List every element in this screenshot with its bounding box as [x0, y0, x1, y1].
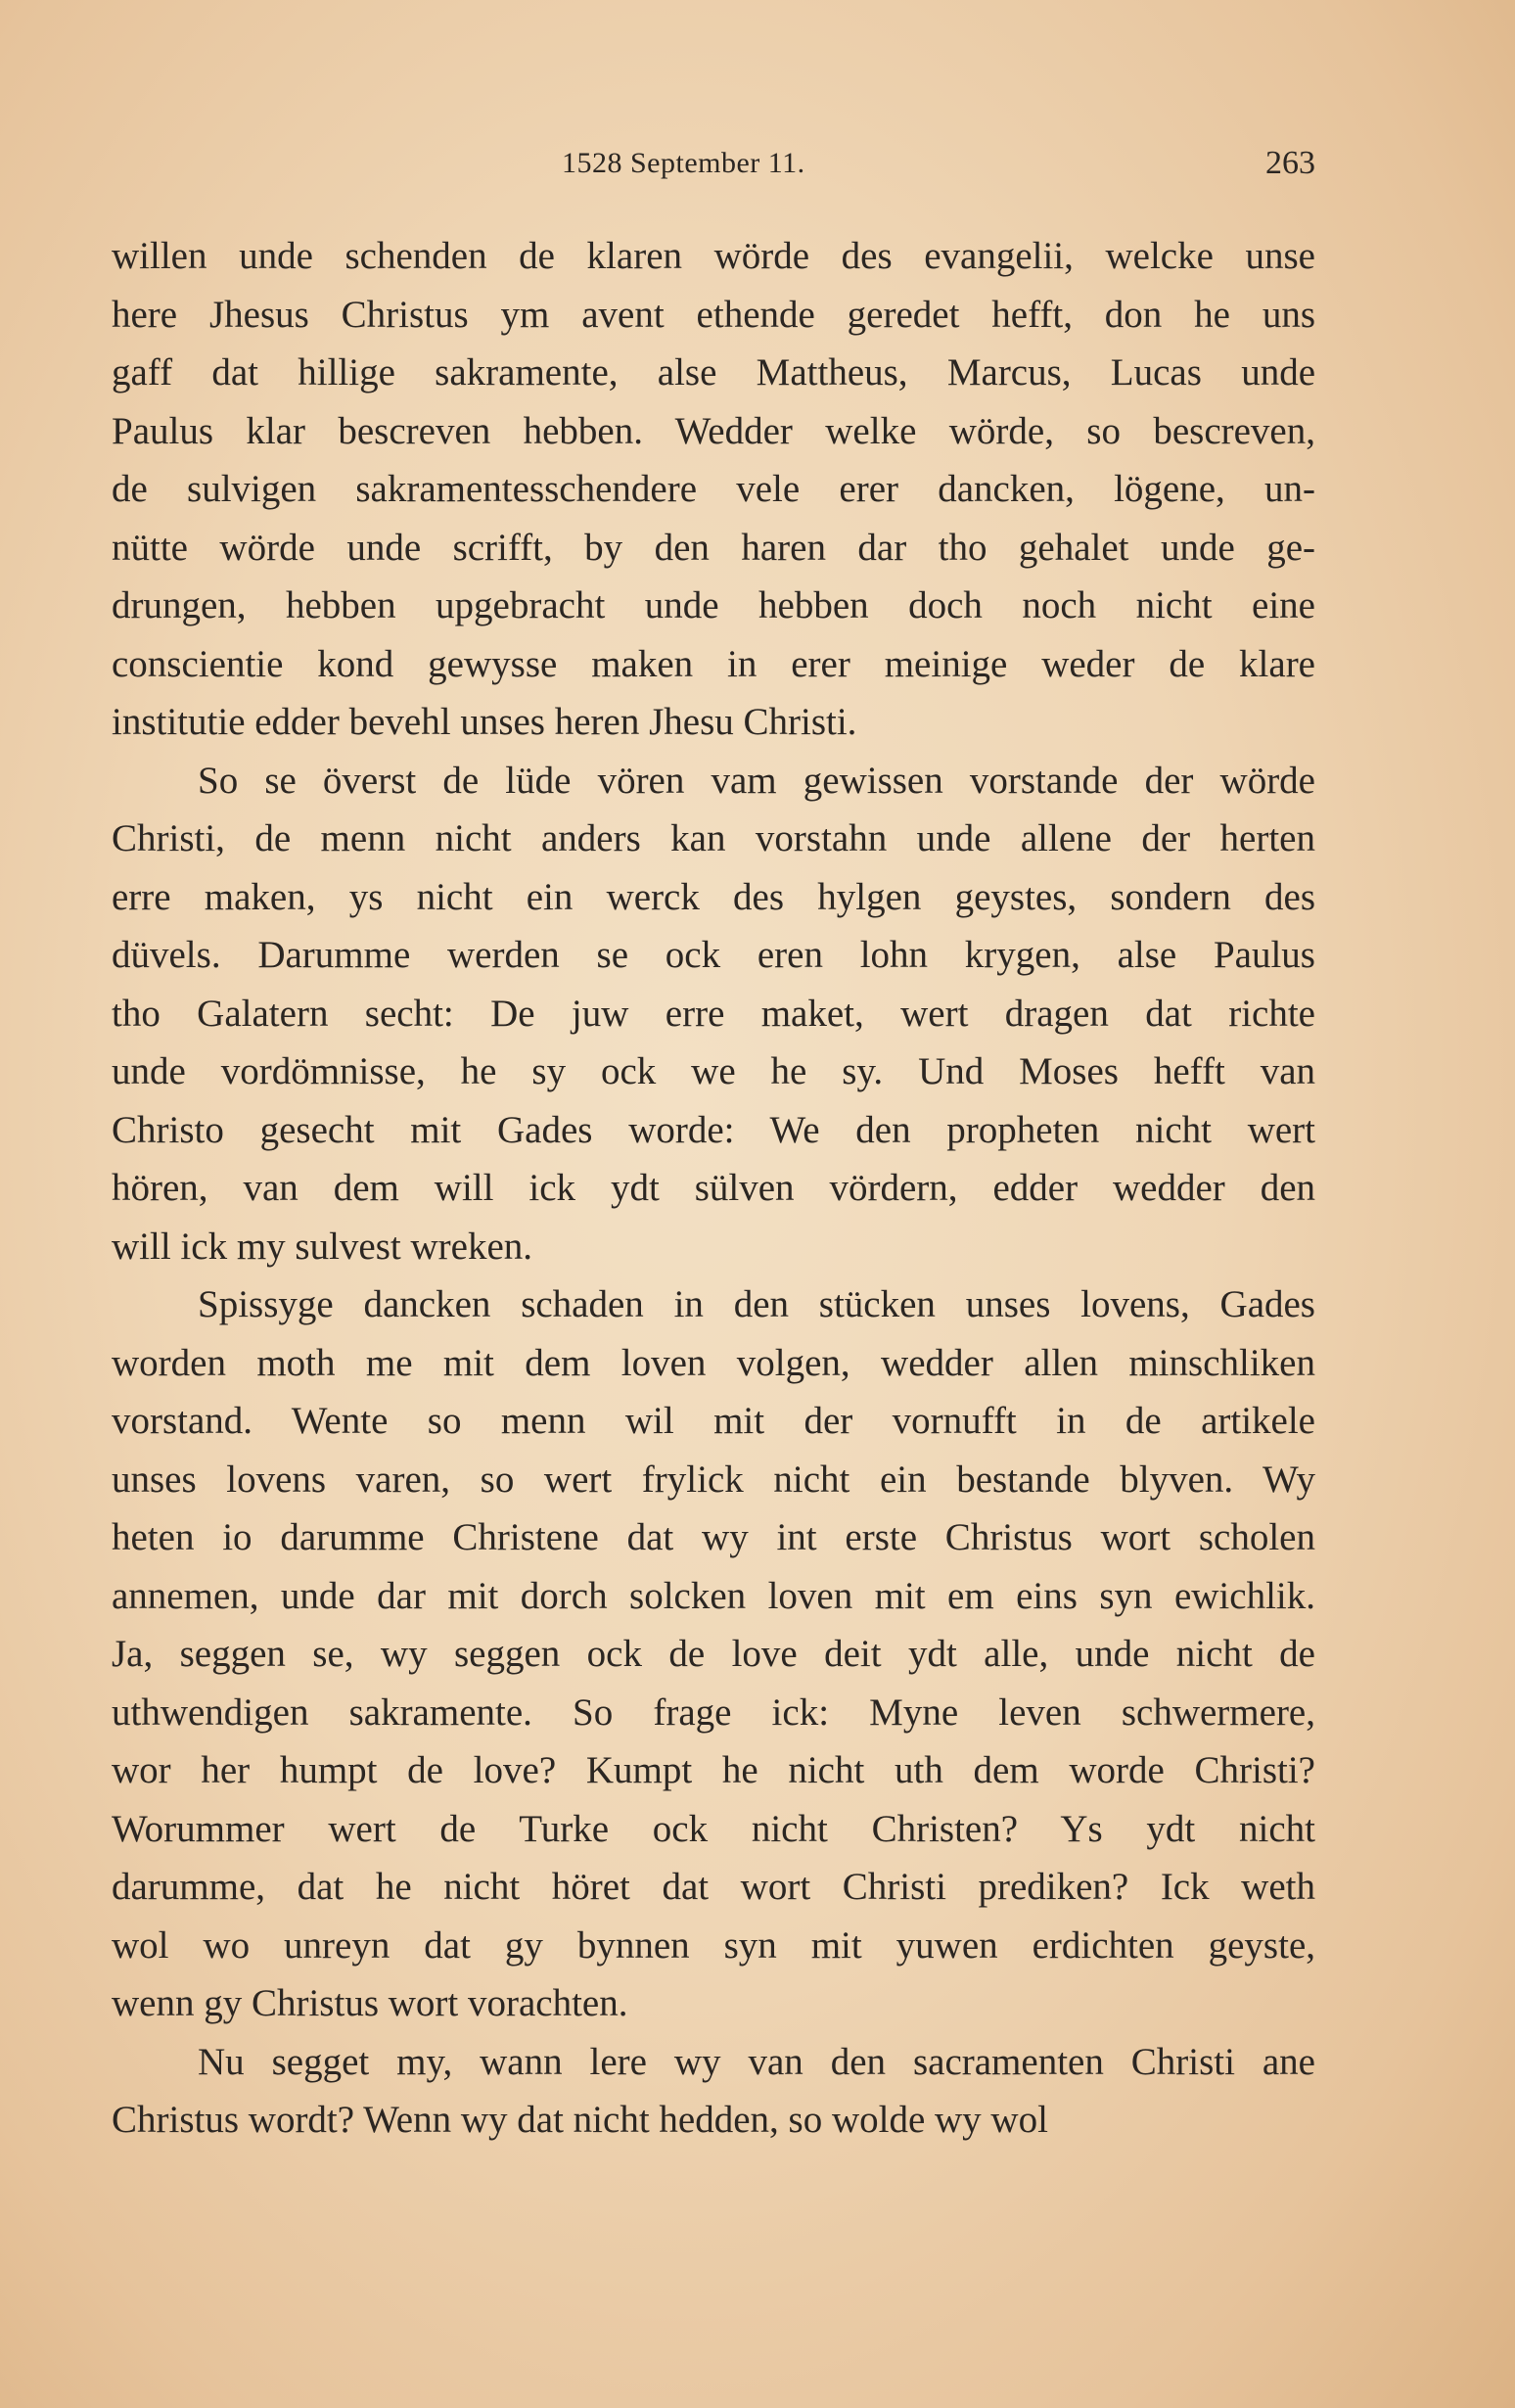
text-line: Nu segget my, wann lere wy van den sacramenten Christi ane [198, 2040, 1315, 2083]
text-line: Worummer wert de Turke ock nicht Christen? Ys ydt nicht [112, 1807, 1315, 1850]
text-line: annemen, unde dar mit dorch solcken loven mit em eins syn ewichlik. [112, 1574, 1315, 1617]
text-line: Christi, de menn nicht anders kan vorstahn unde allene der herten [112, 817, 1315, 859]
text-line: uthwendigen sakramente. So frage ick: Myne leven schwermere, [112, 1690, 1315, 1734]
text-line: drungen, hebben upgebracht unde hebben doch noch nicht eine [112, 584, 1315, 626]
body-text [112, 227, 1315, 2150]
text-line: here Jhesus Christus ym avent ethende geredet hefft, don he uns [112, 293, 1315, 336]
text-line: Paulus klar bescreven hebben. Wedder welke wörde, so bescreven, [112, 409, 1315, 452]
text-line: wor her humpt de love? Kumpt he nicht uth dem worde Christi? [112, 1749, 1315, 1791]
text-line: unses lovens varen, so wert frylick nicht ein bestande blyven. Wy [112, 1458, 1315, 1501]
text-line: unde vordömnisse, he sy ock we he sy. Und Moses hefft van [112, 1050, 1315, 1092]
text-line: gaff dat hillige sakramente, alse Mattheus, Marcus, Lucas unde [112, 351, 1315, 394]
text-line: hören, van dem will ick ydt sülven vördern, edder wedder den [112, 1167, 1315, 1209]
text-line: Christo gesecht mit Gades worde: We den propheten nicht wert [112, 1108, 1315, 1151]
text-line: So se överst de lüde vören vam gewissen vorstande der wörde [198, 759, 1315, 802]
text-line: heten io darumme Christene dat wy int erste Christus wort scholen [112, 1516, 1315, 1558]
text-line: will ick my sulvest wreken. [112, 1225, 533, 1268]
paragraph [112, 1275, 1315, 2033]
text-line: worden moth me mit dem loven volgen, wedder allen minschliken [112, 1341, 1315, 1384]
text-line: düvels. Darumme werden se ock eren lohn krygen, alse Paulus [112, 934, 1315, 976]
text-line: nütte wörde unde scrifft, by den haren dar tho gehalet unde ge- [112, 526, 1315, 569]
text-line: wenn gy Christus wort vorachten. [112, 1982, 628, 2024]
paragraph [112, 2033, 1315, 2150]
text-line: darumme, dat he nicht höret dat wort Christi prediken? Ick weth [112, 1866, 1315, 1908]
running-head: 1528 September 11. [562, 147, 805, 179]
text-line: erre maken, ys nicht ein werck des hylgen geystes, sondern des [112, 875, 1315, 918]
text-line: Christus wordt? Wenn wy dat nicht hedden, so wolde wy wol [112, 2099, 1048, 2141]
paragraph [112, 227, 1315, 752]
page-number: 263 [1265, 145, 1315, 181]
text-line: conscientie kond gewysse maken in erer meinige weder de klare [112, 642, 1315, 685]
text-line: de sulvigen sakramentesschendere vele erer dancken, lögene, un- [112, 468, 1315, 510]
page-header [112, 139, 1315, 188]
text-line: tho Galatern secht: De juw erre maket, wert dragen dat richte [112, 992, 1315, 1035]
text-line: wol wo unreyn dat gy bynnen syn mit yuwen erdichten geyste, [112, 1923, 1315, 1967]
text-line: vorstand. Wente so menn wil mit der vornufft in de artikele [112, 1400, 1315, 1442]
text-line: institutie edder bevehl unses heren Jhesu Christi. [112, 701, 857, 743]
text-line: Spissyge dancken schaden in den stücken unses lovens, Gades [198, 1283, 1315, 1325]
paragraph [112, 752, 1315, 1276]
text-line: Ja, seggen se, wy seggen ock de love deit ydt alle, unde nicht de [112, 1633, 1315, 1675]
text-line: willen unde schenden de klaren wörde des evangelii, welcke unse [112, 235, 1315, 277]
